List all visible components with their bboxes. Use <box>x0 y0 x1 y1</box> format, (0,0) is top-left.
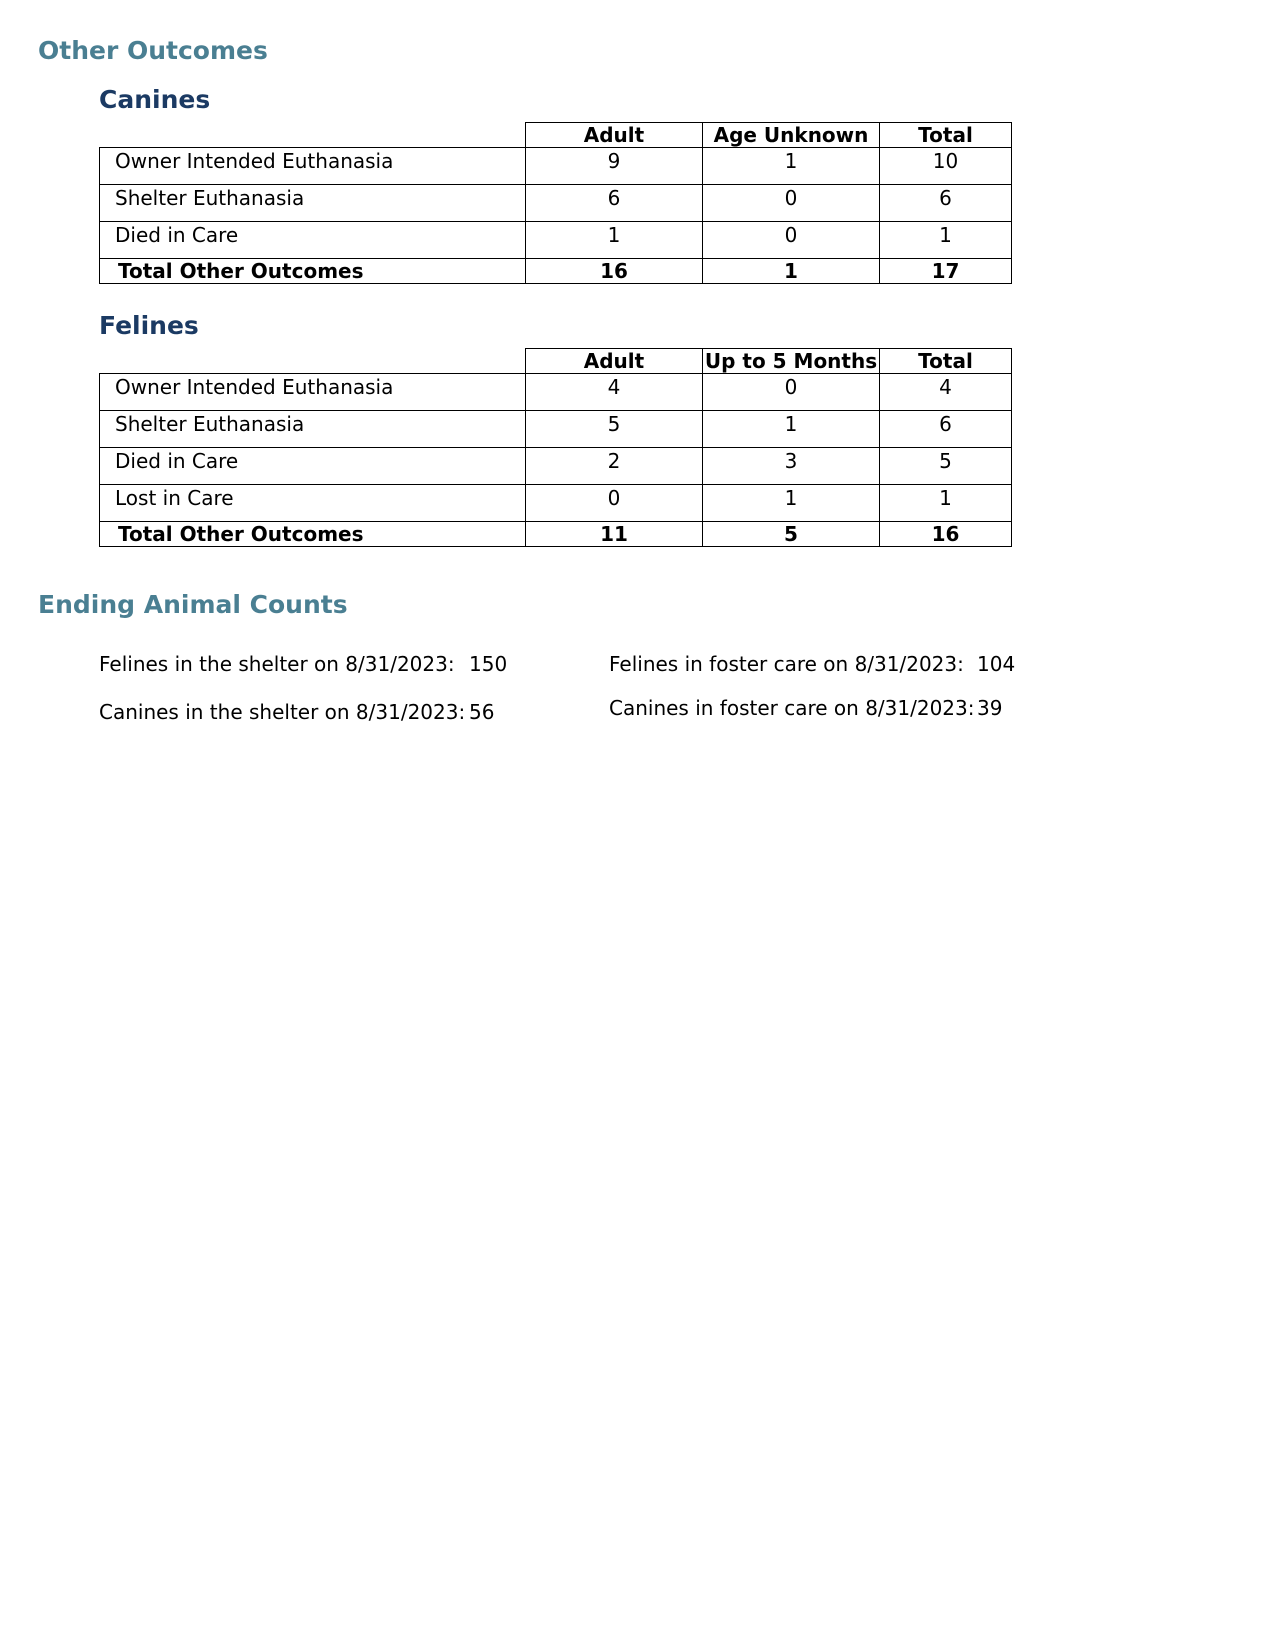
total-value: 11 <box>526 522 703 547</box>
row-label: Shelter Euthanasia <box>100 411 526 448</box>
row-label: Lost in Care <box>100 485 526 522</box>
column-header: Total <box>880 349 1012 374</box>
total-label: Total Other Outcomes <box>100 259 526 284</box>
cell-value: 1 <box>880 485 1012 522</box>
table-row <box>100 485 1012 522</box>
cell-value: 2 <box>526 448 703 485</box>
count-value: 56 <box>469 700 495 724</box>
cell-value: 0 <box>703 185 880 222</box>
table-row <box>100 185 1012 222</box>
cell-value: 4 <box>526 374 703 411</box>
felines-foster-count <box>609 652 1016 676</box>
header-blank-cell <box>100 123 526 148</box>
cell-value: 10 <box>880 148 1012 185</box>
canines-foster-count <box>609 696 1003 720</box>
cell-value: 6 <box>526 185 703 222</box>
cell-value: 1 <box>703 485 880 522</box>
count-value: 39 <box>977 696 1003 720</box>
cell-value: 0 <box>526 485 703 522</box>
cell-value: 5 <box>526 411 703 448</box>
cell-value: 0 <box>703 222 880 259</box>
table-header-row <box>100 349 1012 374</box>
total-label: Total Other Outcomes <box>100 522 526 547</box>
felines-heading: Felines <box>99 311 199 340</box>
table-row <box>100 222 1012 259</box>
row-label: Owner Intended Euthanasia <box>100 148 526 185</box>
cell-value: 1 <box>526 222 703 259</box>
felines-shelter-count <box>99 652 508 676</box>
column-header: Up to 5 Months <box>703 349 880 374</box>
row-label: Shelter Euthanasia <box>100 185 526 222</box>
cell-value: 0 <box>703 374 880 411</box>
column-header: Adult <box>526 123 703 148</box>
column-header: Age Unknown <box>703 123 880 148</box>
count-value: 104 <box>977 652 1016 676</box>
column-header: Total <box>880 123 1012 148</box>
cell-value: 3 <box>703 448 880 485</box>
cell-value: 5 <box>880 448 1012 485</box>
total-value: 1 <box>703 259 880 284</box>
total-value: 16 <box>880 522 1012 547</box>
count-label: Canines in the shelter on 8/31/2023: <box>99 700 466 724</box>
total-row <box>100 522 1012 547</box>
table-row <box>100 148 1012 185</box>
table-row <box>100 374 1012 411</box>
cell-value: 4 <box>880 374 1012 411</box>
table-row <box>100 411 1012 448</box>
row-label: Died in Care <box>100 222 526 259</box>
cell-value: 6 <box>880 411 1012 448</box>
count-label: Canines in foster care on 8/31/2023: <box>609 696 975 720</box>
table-row <box>100 448 1012 485</box>
header-blank-cell <box>100 349 526 374</box>
total-value: 17 <box>880 259 1012 284</box>
table-header-row <box>100 123 1012 148</box>
cell-value: 1 <box>703 411 880 448</box>
total-value: 16 <box>526 259 703 284</box>
row-label: Owner Intended Euthanasia <box>100 374 526 411</box>
other-outcomes-heading: Other Outcomes <box>38 36 268 65</box>
cell-value: 6 <box>880 185 1012 222</box>
felines-outcomes-table <box>99 348 1012 547</box>
cell-value: 1 <box>703 148 880 185</box>
row-label: Died in Care <box>100 448 526 485</box>
count-label: Felines in the shelter on 8/31/2023: <box>99 652 455 676</box>
cell-value: 1 <box>880 222 1012 259</box>
total-value: 5 <box>703 522 880 547</box>
column-header: Adult <box>526 349 703 374</box>
count-value: 150 <box>469 652 508 676</box>
cell-value: 9 <box>526 148 703 185</box>
canines-outcomes-table <box>99 122 1012 284</box>
canines-shelter-count <box>99 700 495 724</box>
total-row <box>100 259 1012 284</box>
canines-heading: Canines <box>99 85 211 114</box>
ending-counts-heading: Ending Animal Counts <box>38 590 348 619</box>
count-label: Felines in foster care on 8/31/2023: <box>609 652 964 676</box>
